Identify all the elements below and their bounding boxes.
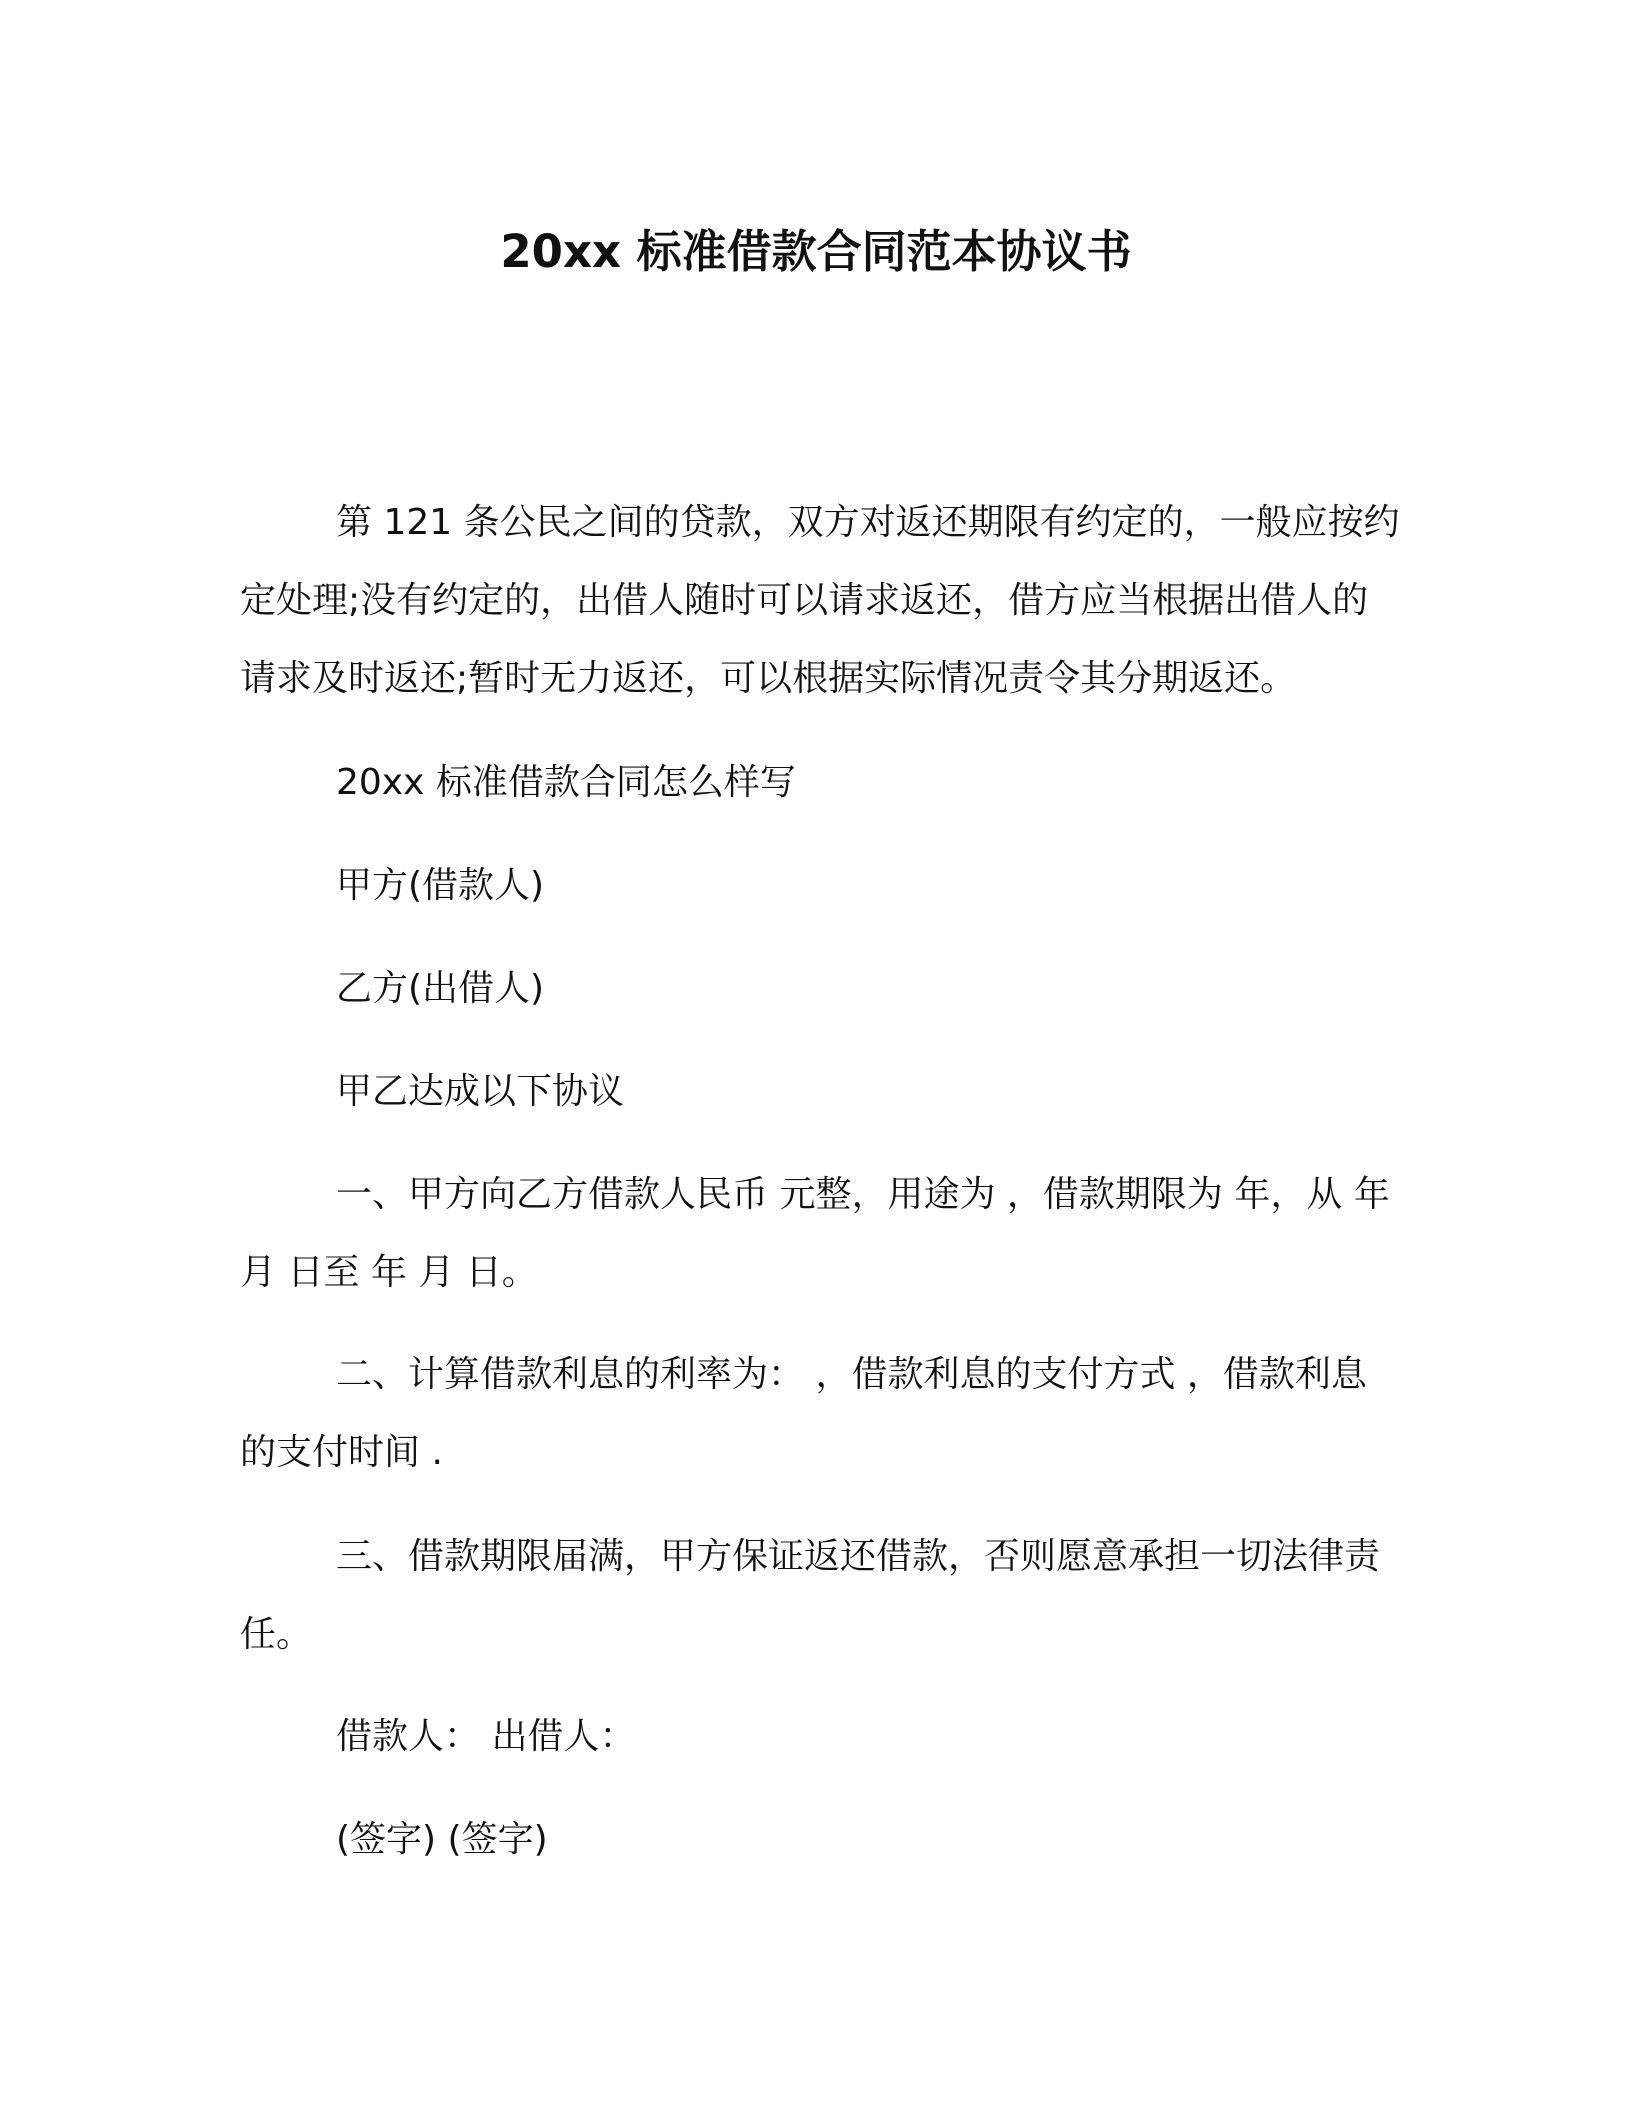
paragraph-how-to-write <box>240 744 1400 822</box>
party-b-label <box>240 950 1400 1028</box>
paragraph-text: (签字) (签字) <box>336 1819 548 1860</box>
paragraph-text: 借款人： 出借人： <box>336 1716 636 1757</box>
signature-lines <box>240 1801 1400 1879</box>
paragraph-text: 三、借款期限届满，甲方保证返还借款，否则愿意承担一切法律责任。 <box>240 1536 1381 1655</box>
clause-two <box>240 1336 1400 1492</box>
paragraph-text: 第 121 条公民之间的贷款，双方对返还期限有约定的，一般应按约定处理;没有约定的，出借人随时可以请求返还，借方应当根据出借人的请求及时返还;暂时无力返还，可以根据实际情况责令其分期返还。 <box>240 502 1400 699</box>
clause-three <box>240 1518 1400 1674</box>
paragraph-text: 一、甲方向乙方借款人民币 元整，用途为 ，借款期限为 年，从 年 月 日至 年 月 日。 <box>240 1174 1390 1293</box>
agreement-intro <box>240 1053 1400 1131</box>
clause-one <box>240 1156 1400 1312</box>
signature-labels <box>240 1698 1400 1776</box>
document-title: 20xx 标准借款合同范本协议书 <box>500 225 1132 278</box>
party-a-label <box>240 847 1400 925</box>
paragraph-text: 甲乙达成以下协议 <box>336 1071 625 1112</box>
paragraph-text: 乙方(出借人) <box>336 968 545 1009</box>
paragraph-article-121 <box>240 484 1400 718</box>
paragraph-text: 甲方(借款人) <box>336 865 545 906</box>
paragraph-text: 二、计算借款利息的利率为： ，借款利息的支付方式 ，借款利息的支付时间 . <box>240 1354 1367 1473</box>
paragraph-text: 20xx 标准借款合同怎么样写 <box>336 762 796 803</box>
